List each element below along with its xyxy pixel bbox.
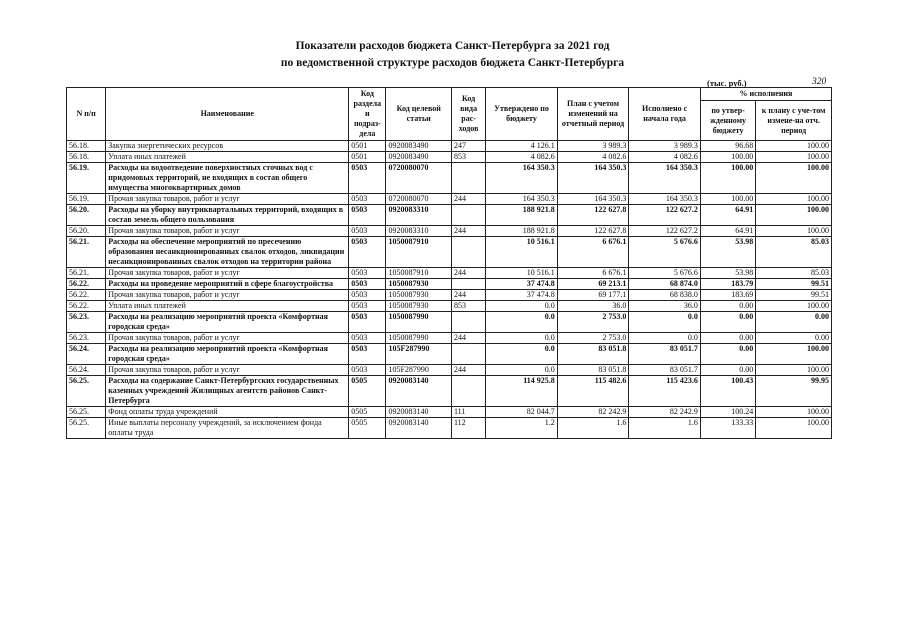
row-plan: 2 753.0 — [557, 312, 629, 333]
table-row — [67, 418, 832, 439]
header-executed: Исполнено с начала года — [629, 88, 701, 141]
row-number: 56.19. — [67, 163, 106, 194]
row-pct-approved: 64.91 — [700, 205, 755, 226]
row-number: 56.23. — [67, 333, 106, 344]
row-pct-approved: 0.00 — [700, 365, 755, 376]
row-pct-approved: 100.43 — [700, 376, 755, 407]
table-row — [67, 333, 832, 344]
row-pct-approved: 96.68 — [700, 141, 755, 152]
header-name: Наименование — [106, 88, 349, 141]
row-plan: 69 213.1 — [557, 279, 629, 290]
row-number: 56.24. — [67, 365, 106, 376]
row-plan: 115 482.6 — [557, 376, 629, 407]
row-name: Прочая закупка товаров, работ и услуг — [106, 226, 349, 237]
header-plan: План с учетом изменений на отчетный период — [557, 88, 629, 141]
row-type-code: 244 — [451, 226, 485, 237]
row-pct-approved: 100.00 — [700, 152, 755, 163]
row-type-code — [451, 237, 485, 268]
row-section-code: 0503 — [349, 344, 386, 365]
row-section-code: 0503 — [349, 301, 386, 312]
row-plan: 69 177.1 — [557, 290, 629, 301]
row-section-code: 0503 — [349, 237, 386, 268]
row-pct-approved: 0.00 — [700, 312, 755, 333]
row-approved: 164 350.3 — [486, 194, 558, 205]
row-number: 56.20. — [67, 226, 106, 237]
row-number: 56.25. — [67, 407, 106, 418]
row-pct-approved: 183.79 — [700, 279, 755, 290]
table-row — [67, 376, 832, 407]
row-pct-plan: 100.00 — [756, 194, 832, 205]
table-row — [67, 205, 832, 226]
row-approved: 1.2 — [486, 418, 558, 439]
row-executed: 36.0 — [629, 301, 701, 312]
row-executed: 164 350.3 — [629, 194, 701, 205]
row-section-code: 0503 — [349, 205, 386, 226]
row-section-code: 0503 — [349, 163, 386, 194]
row-target-code: 1050087930 — [386, 301, 452, 312]
row-section-code: 0503 — [349, 333, 386, 344]
row-executed: 122 627.2 — [629, 205, 701, 226]
row-number: 56.21. — [67, 237, 106, 268]
row-approved: 82 044.7 — [486, 407, 558, 418]
table-row — [67, 268, 832, 279]
row-section-code: 0503 — [349, 312, 386, 333]
row-type-code: 244 — [451, 194, 485, 205]
table-row — [67, 279, 832, 290]
row-approved: 0.0 — [486, 333, 558, 344]
row-pct-plan: 99.95 — [756, 376, 832, 407]
row-pct-plan: 85.03 — [756, 237, 832, 268]
table-row — [67, 237, 832, 268]
table-body — [67, 141, 832, 439]
table-row — [67, 141, 832, 152]
row-pct-plan: 100.00 — [756, 344, 832, 365]
row-approved: 37 474.8 — [486, 290, 558, 301]
row-name: Фонд оплаты труда учреждений — [106, 407, 349, 418]
row-target-code: 0720080070 — [386, 163, 452, 194]
row-target-code: 0920083310 — [386, 205, 452, 226]
row-plan: 122 627.8 — [557, 226, 629, 237]
table-row — [67, 163, 832, 194]
row-plan: 1.6 — [557, 418, 629, 439]
row-pct-plan: 0.00 — [756, 333, 832, 344]
row-plan: 2 753.0 — [557, 333, 629, 344]
row-target-code: 105F287990 — [386, 344, 452, 365]
row-pct-plan: 100.00 — [756, 152, 832, 163]
row-pct-approved: 0.00 — [700, 344, 755, 365]
row-target-code: 1050087910 — [386, 268, 452, 279]
row-type-code: 853 — [451, 301, 485, 312]
row-executed: 164 350.3 — [629, 163, 701, 194]
row-pct-plan: 100.00 — [756, 205, 832, 226]
row-section-code: 0503 — [349, 268, 386, 279]
row-pct-approved: 133.33 — [700, 418, 755, 439]
row-pct-approved: 183.69 — [700, 290, 755, 301]
row-type-code: 853 — [451, 152, 485, 163]
row-name: Уплата иных платежей — [106, 301, 349, 312]
row-section-code: 0505 — [349, 418, 386, 439]
row-section-code: 0505 — [349, 407, 386, 418]
row-approved: 10 516.1 — [486, 237, 558, 268]
row-name: Расходы на реализацию мероприятий проекта «Комфортная городская среда» — [106, 312, 349, 333]
header-type: Код вида рас-ходов — [451, 88, 485, 141]
row-target-code: 0920083140 — [386, 418, 452, 439]
row-number: 56.20. — [67, 205, 106, 226]
row-executed: 5 676.6 — [629, 237, 701, 268]
row-plan: 4 082.6 — [557, 152, 629, 163]
row-name: Прочая закупка товаров, работ и услуг — [106, 365, 349, 376]
row-pct-approved: 0.00 — [700, 333, 755, 344]
row-plan: 82 242.9 — [557, 407, 629, 418]
row-type-code — [451, 205, 485, 226]
row-number: 56.21. — [67, 268, 106, 279]
row-number: 56.23. — [67, 312, 106, 333]
row-section-code: 0503 — [349, 226, 386, 237]
row-approved: 4 082.6 — [486, 152, 558, 163]
row-pct-plan: 100.00 — [756, 163, 832, 194]
row-executed: 4 082.6 — [629, 152, 701, 163]
row-executed: 122 627.2 — [629, 226, 701, 237]
row-pct-approved: 100.00 — [700, 163, 755, 194]
header-num: N п/п — [67, 88, 106, 141]
row-executed: 0.0 — [629, 333, 701, 344]
document-title: Показатели расходов бюджета Санкт-Петербурга за 2021 год — [295, 40, 610, 52]
row-pct-approved: 0.00 — [700, 301, 755, 312]
table-row — [67, 344, 832, 365]
row-type-code: 244 — [451, 365, 485, 376]
row-approved: 4 126.1 — [486, 141, 558, 152]
row-target-code: 0920083490 — [386, 141, 452, 152]
row-type-code: 112 — [451, 418, 485, 439]
row-number: 56.22. — [67, 279, 106, 290]
budget-table — [66, 87, 832, 439]
row-type-code: 244 — [451, 333, 485, 344]
header-pct-approved: по утвер-жденному бюджету — [700, 101, 755, 141]
header-pct-group: % исполнения — [700, 88, 831, 101]
row-executed: 68 838.0 — [629, 290, 701, 301]
row-pct-plan: 85.03 — [756, 268, 832, 279]
row-name: Расходы на реализацию мероприятий проекта «Комфортная городская среда» — [106, 344, 349, 365]
row-name: Расходы на проведение мероприятий в сфере благоустройства — [106, 279, 349, 290]
row-type-code — [451, 376, 485, 407]
row-plan: 122 627.8 — [557, 205, 629, 226]
row-target-code: 0920083490 — [386, 152, 452, 163]
row-target-code: 0920083310 — [386, 226, 452, 237]
row-target-code: 105F287990 — [386, 365, 452, 376]
row-type-code — [451, 163, 485, 194]
row-section-code: 0503 — [349, 279, 386, 290]
table-row — [67, 194, 832, 205]
row-section-code: 0501 — [349, 152, 386, 163]
page-number: 320 — [812, 77, 827, 87]
row-name: Прочая закупка товаров, работ и услуг — [106, 333, 349, 344]
row-pct-plan: 99.51 — [756, 279, 832, 290]
row-plan: 6 676.1 — [557, 237, 629, 268]
row-pct-plan: 100.00 — [756, 301, 832, 312]
row-number: 56.25. — [67, 376, 106, 407]
row-section-code: 0503 — [349, 290, 386, 301]
header-approved: Утверждено по бюджету — [486, 88, 558, 141]
row-executed: 115 423.6 — [629, 376, 701, 407]
row-approved: 0.0 — [486, 344, 558, 365]
row-name: Уплата иных платежей — [106, 152, 349, 163]
row-pct-approved: 53.98 — [700, 237, 755, 268]
row-executed: 1.6 — [629, 418, 701, 439]
row-pct-plan: 100.00 — [756, 365, 832, 376]
table-row — [67, 301, 832, 312]
row-approved: 114 925.8 — [486, 376, 558, 407]
row-approved: 164 350.3 — [486, 163, 558, 194]
row-pct-plan: 100.00 — [756, 418, 832, 439]
row-name: Прочая закупка товаров, работ и услуг — [106, 268, 349, 279]
row-plan: 6 676.1 — [557, 268, 629, 279]
row-target-code: 1050087930 — [386, 290, 452, 301]
table-row — [67, 365, 832, 376]
row-pct-plan: 99.51 — [756, 290, 832, 301]
row-name: Прочая закупка товаров, работ и услуг — [106, 194, 349, 205]
table-row — [67, 226, 832, 237]
row-pct-approved: 100.00 — [700, 194, 755, 205]
document-subtitle: по ведомственной структуре расходов бюджета Санкт-Петербурга — [280, 57, 625, 69]
table-row — [67, 152, 832, 163]
row-plan: 164 350.3 — [557, 163, 629, 194]
row-number: 56.22. — [67, 290, 106, 301]
row-target-code: 1050087990 — [386, 312, 452, 333]
row-type-code: 244 — [451, 290, 485, 301]
row-number: 56.18. — [67, 141, 106, 152]
row-pct-approved: 53.98 — [700, 268, 755, 279]
row-approved: 188 921.8 — [486, 205, 558, 226]
row-executed: 5 676.6 — [629, 268, 701, 279]
row-pct-plan: 100.00 — [756, 407, 832, 418]
row-name: Расходы на обеспечение мероприятий по пресечению образования несанкционированных свалок отходов, ликвидации несанкционированных свалок отходов на территории района — [106, 237, 349, 268]
row-executed: 3 989.3 — [629, 141, 701, 152]
row-section-code: 0501 — [349, 141, 386, 152]
row-target-code: 1050087930 — [386, 279, 452, 290]
row-pct-approved: 64.91 — [700, 226, 755, 237]
row-type-code — [451, 344, 485, 365]
row-target-code: 1050087910 — [386, 237, 452, 268]
row-approved: 37 474.8 — [486, 279, 558, 290]
row-name: Иные выплаты персоналу учреждений, за исключением фонда оплаты труда — [106, 418, 349, 439]
row-number: 56.25. — [67, 418, 106, 439]
row-approved: 0.0 — [486, 301, 558, 312]
units-label: (тыс. руб.) — [707, 78, 747, 88]
row-executed: 83 051.7 — [629, 344, 701, 365]
row-plan: 83 051.8 — [557, 365, 629, 376]
row-pct-plan: 100.00 — [756, 226, 832, 237]
row-number: 56.24. — [67, 344, 106, 365]
header-pct-plan: к плану с уче-том измене-на отч. период — [756, 101, 832, 141]
row-target-code: 0720080070 — [386, 194, 452, 205]
row-executed: 82 242.9 — [629, 407, 701, 418]
row-approved: 188 921.8 — [486, 226, 558, 237]
row-type-code — [451, 312, 485, 333]
row-approved: 10 516.1 — [486, 268, 558, 279]
header-section: Код раздела и подраз-дела — [349, 88, 386, 141]
row-approved: 0.0 — [486, 312, 558, 333]
row-target-code: 1050087990 — [386, 333, 452, 344]
row-section-code: 0503 — [349, 194, 386, 205]
row-target-code: 0920083140 — [386, 407, 452, 418]
row-executed: 0.0 — [629, 312, 701, 333]
table-row — [67, 407, 832, 418]
row-plan: 83 051.8 — [557, 344, 629, 365]
row-plan: 3 989.3 — [557, 141, 629, 152]
header-target: Код целевой статьи — [386, 88, 452, 141]
row-approved: 0.0 — [486, 365, 558, 376]
row-name: Расходы на уборку внутриквартальных территорий, входящих в состав земель общего пользования — [106, 205, 349, 226]
row-section-code: 0503 — [349, 365, 386, 376]
row-plan: 164 350.3 — [557, 194, 629, 205]
row-target-code: 0920083140 — [386, 376, 452, 407]
row-type-code: 244 — [451, 268, 485, 279]
row-pct-plan: 100.00 — [756, 141, 832, 152]
row-number: 56.22. — [67, 301, 106, 312]
row-name: Прочая закупка товаров, работ и услуг — [106, 290, 349, 301]
row-executed: 68 874.0 — [629, 279, 701, 290]
row-name: Закупка энергетических ресурсов — [106, 141, 349, 152]
row-pct-plan: 0.00 — [756, 312, 832, 333]
row-pct-approved: 100.24 — [700, 407, 755, 418]
row-section-code: 0505 — [349, 376, 386, 407]
row-name: Расходы на содержание Санкт-Петербургских государственных казенных учреждений Жилищных агентств районов Санкт-Петербурга — [106, 376, 349, 407]
row-executed: 83 051.7 — [629, 365, 701, 376]
table-row — [67, 312, 832, 333]
row-type-code — [451, 279, 485, 290]
row-type-code: 111 — [451, 407, 485, 418]
row-number: 56.19. — [67, 194, 106, 205]
row-name: Расходы на водоотведение поверхностных сточных вод с придомовых территорий, не входящих в состав общего имущества многоквартирных домов — [106, 163, 349, 194]
row-number: 56.18. — [67, 152, 106, 163]
row-type-code: 247 — [451, 141, 485, 152]
table-row — [67, 290, 832, 301]
row-plan: 36.0 — [557, 301, 629, 312]
